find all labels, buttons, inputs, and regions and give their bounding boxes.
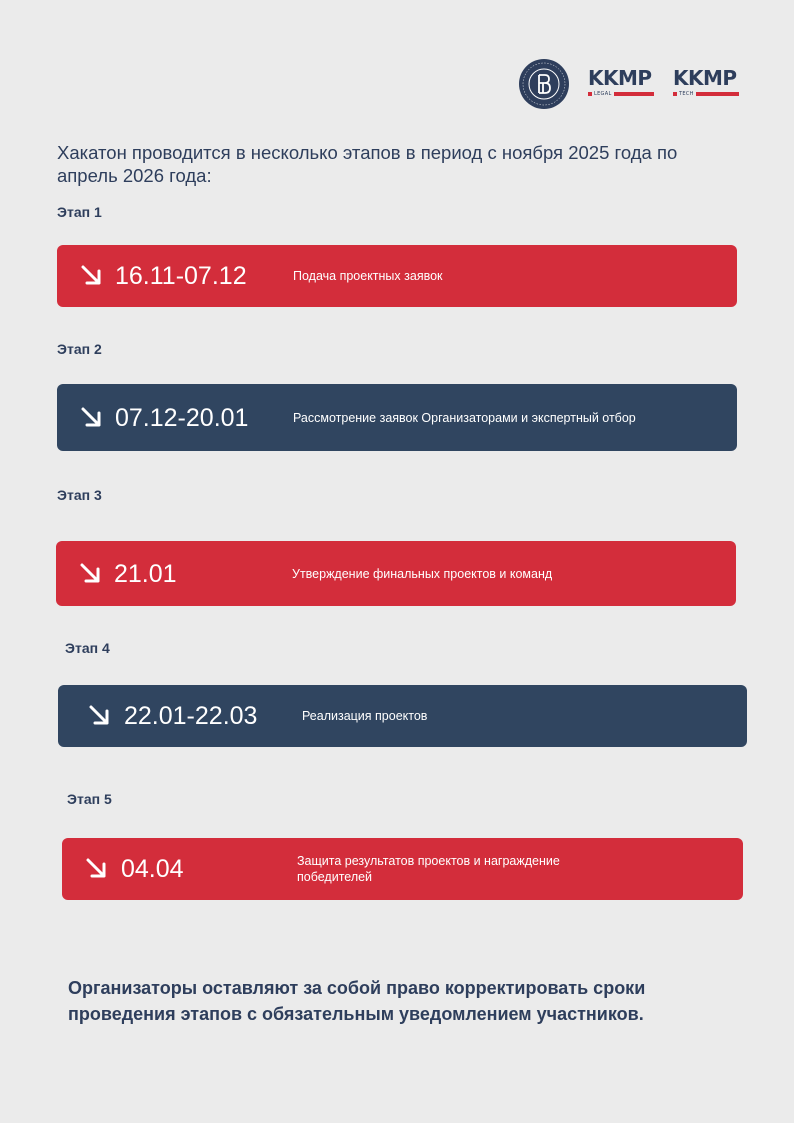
- stage-label: Этап 3: [57, 487, 102, 503]
- arrow-down-right-icon: [79, 405, 105, 431]
- stage-box: [57, 245, 737, 307]
- logo-group: [518, 58, 740, 110]
- stage-dates: 22.01-22.03: [124, 702, 258, 730]
- arrow-down-right-icon: [78, 561, 104, 587]
- stage-description: Рассмотрение заявок Организаторами и экспертный отбор: [293, 410, 636, 425]
- stage-box: [62, 838, 743, 900]
- hse-seal-icon: [518, 58, 570, 110]
- kkmp-tech-logo: [673, 66, 739, 97]
- brand-name: KKMP: [673, 66, 737, 90]
- stage-description: Утверждение финальных проектов и команд: [292, 566, 553, 581]
- stage-dates: 04.04: [121, 855, 184, 883]
- footer-note: Организаторы оставляют за собой право корректировать сроки проведения этапов с обязательным уведомлением участников.: [68, 978, 646, 1024]
- arrow-down-right-icon: [87, 703, 113, 729]
- stage-description: Подача проектных заявок: [293, 269, 443, 283]
- stage-dates: 07.12-20.01: [115, 403, 249, 432]
- stage-label: Этап 2: [57, 341, 102, 357]
- stage-label: Этап 5: [67, 791, 112, 807]
- stage-description: Реализация проектов: [302, 709, 428, 723]
- stage-description: Защита результатов проектов и награждение победителей: [297, 854, 560, 884]
- stage-box: [56, 541, 736, 606]
- stage-dates: 21.01: [114, 559, 177, 588]
- brand-tag: LEGAL: [594, 91, 612, 97]
- stage-label: Этап 1: [57, 204, 102, 220]
- stage-box: [58, 685, 747, 747]
- arrow-down-right-icon: [79, 263, 105, 289]
- intro-text: Хакатон проводится в несколько этапов в период с ноября 2025 года по апрель 2026 года:: [57, 142, 678, 186]
- kkmp-legal-logo: [588, 66, 654, 97]
- stage-label: Этап 4: [65, 640, 110, 656]
- brand-tag: TECH: [679, 91, 694, 97]
- arrow-down-right-icon: [84, 856, 110, 882]
- stage-box: [57, 384, 737, 451]
- brand-name: KKMP: [588, 66, 652, 90]
- stage-dates: 16.11-07.12: [115, 262, 247, 290]
